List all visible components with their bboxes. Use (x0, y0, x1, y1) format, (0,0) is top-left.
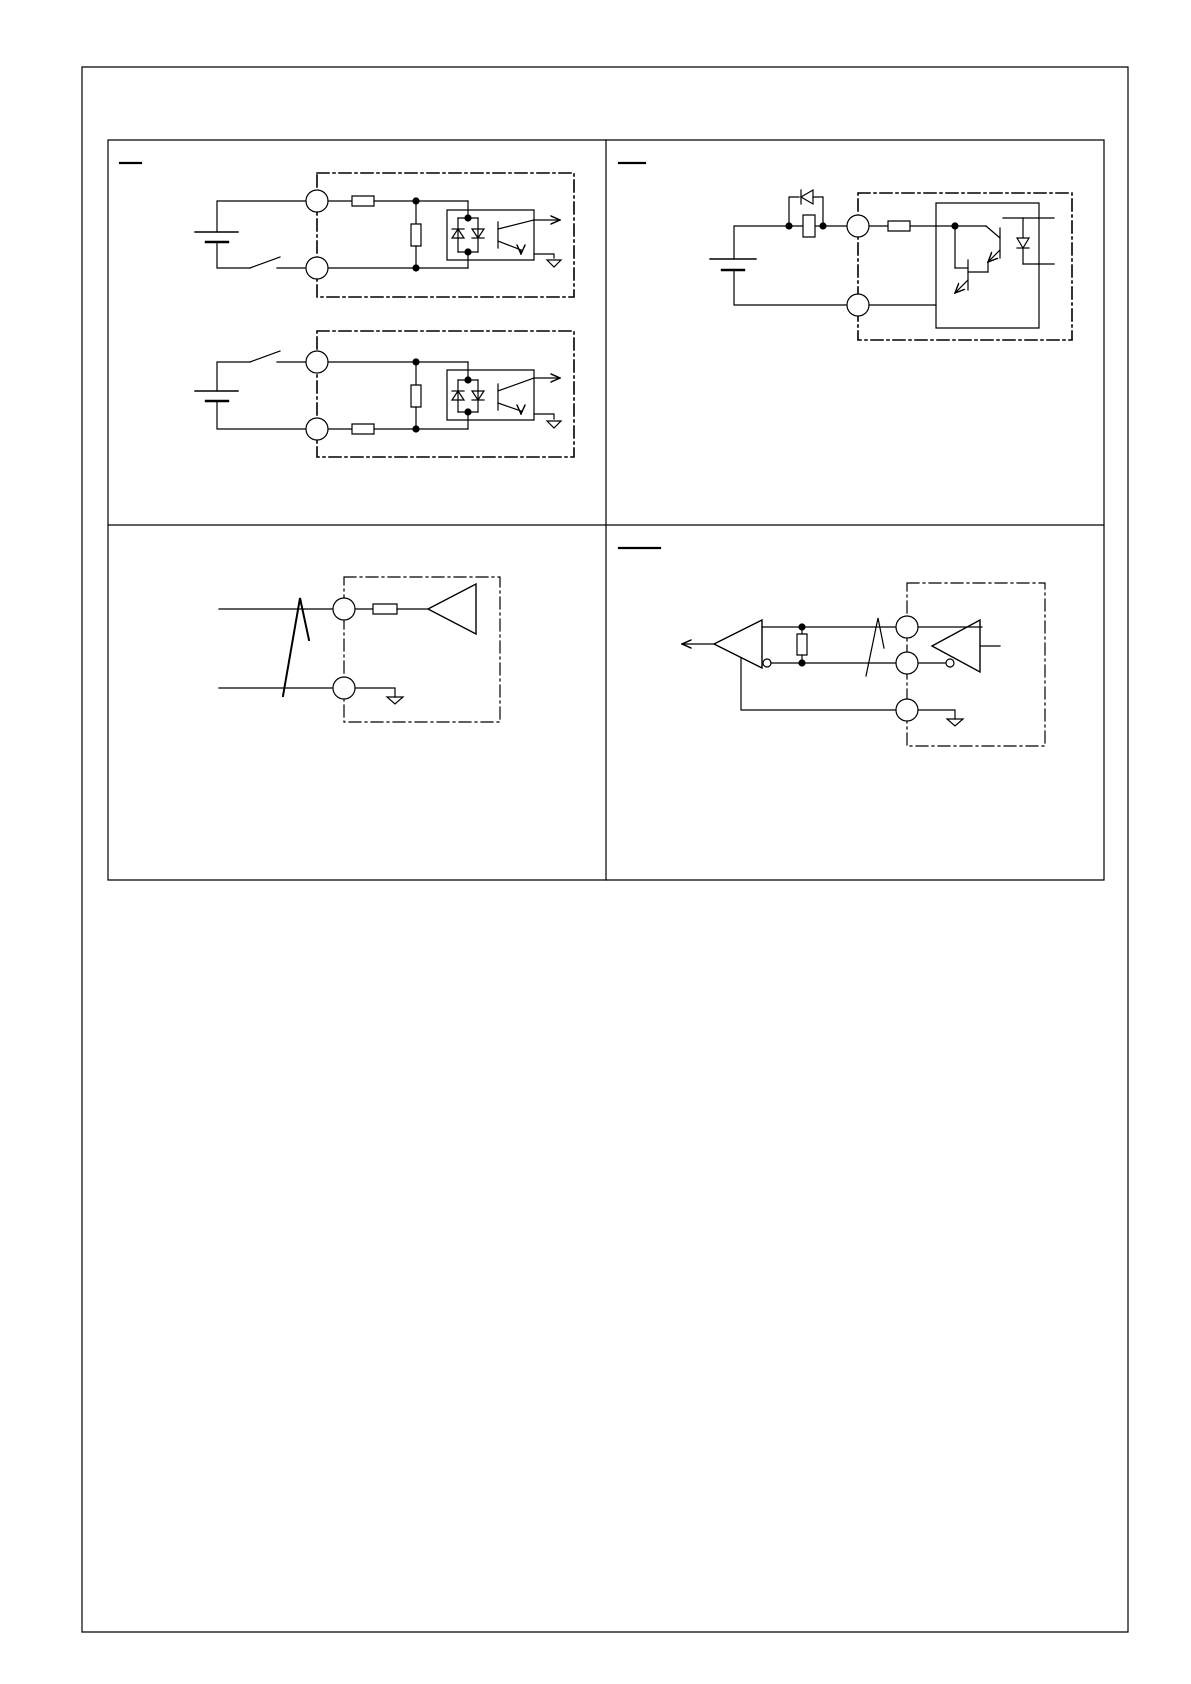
terminal-circle (333, 598, 355, 620)
switch-icon (250, 257, 306, 268)
optocoupler-icon (447, 210, 560, 260)
amplifier-icon (428, 584, 476, 634)
resistor-icon (352, 196, 374, 206)
diode-icon (801, 190, 813, 204)
ground-icon (547, 260, 561, 267)
module-boundary (907, 583, 1045, 746)
terminal-circle (896, 652, 918, 674)
resistor-icon (352, 424, 374, 434)
page-border (82, 67, 1128, 1632)
line-driver-icon (932, 620, 1000, 672)
resistor-icon (373, 604, 397, 614)
termination-resistor-icon (797, 634, 807, 655)
module-boundary (317, 173, 574, 297)
resistor-icon (411, 224, 421, 246)
terminal-circle (847, 215, 869, 237)
resistor-icon (411, 385, 421, 407)
panel-top-right (710, 190, 1072, 340)
resistor-icon (888, 221, 910, 231)
input-circuit-1 (195, 173, 574, 297)
terminal-circle (306, 418, 328, 440)
ground-icon (947, 719, 963, 726)
optocoupler-icon (447, 370, 560, 420)
terminal-circle (306, 190, 328, 212)
relay-coil-icon (786, 197, 826, 237)
terminal-circle (306, 257, 328, 279)
ground-icon (387, 697, 403, 704)
twisted-pair-icon (219, 598, 332, 696)
panel-bottom-right (682, 583, 1045, 746)
terminal-circle (847, 294, 869, 316)
ground-icon (547, 421, 561, 428)
line-receiver-icon (682, 620, 771, 668)
terminal-circle (306, 351, 328, 373)
switch-icon (250, 351, 306, 362)
terminal-circle (896, 616, 918, 638)
module-boundary (317, 331, 574, 457)
panel-bottom-left (219, 577, 500, 722)
darlington-optocoupler-icon (936, 203, 1054, 328)
input-circuit-2 (195, 331, 574, 457)
panel-top-left (195, 173, 574, 457)
terminal-circle (333, 677, 355, 699)
terminal-circle (896, 699, 918, 721)
module-boundary (858, 193, 1072, 340)
